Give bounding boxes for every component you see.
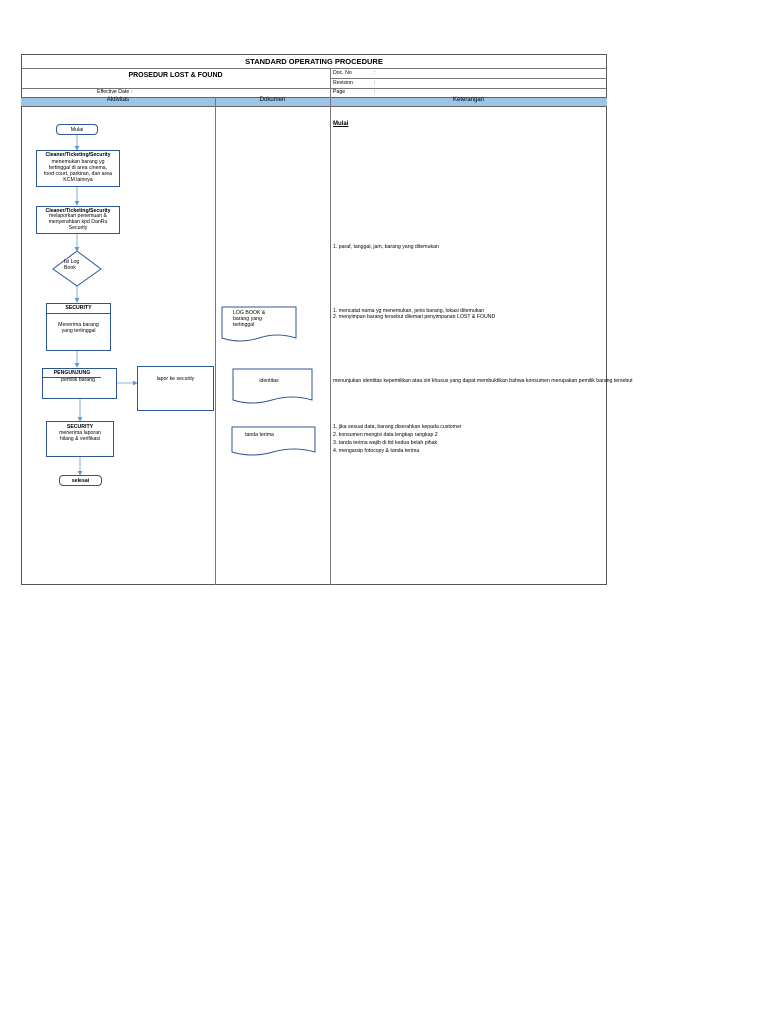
start-terminator: Mulai [56,124,98,135]
document-logbook-label: tertinggal [233,322,255,328]
page-sep: : [374,89,376,95]
col-header-notes: Keterangan [330,97,607,107]
notes-start: Mulai [333,121,349,127]
notes-identity: menunjukan identitas kepemilikan atau siri khusus yang dapat membuktikan bahwa konsumen merupakan pemilik barang tersebut [333,378,633,384]
revision-sep: : [374,80,376,86]
step-role: Cleaner/Ticketing/Security [45,208,111,214]
col-header-documents: Dokumen [215,97,330,107]
step-visitor: PENGUNJUNG pemilik barang [42,368,117,399]
step-security-verify: SECURITY menerima laporan hilang & verifikasi [46,421,114,457]
procedure-name: PROSEDUR LOST & FOUND [128,72,223,79]
step-role: SECURITY [66,424,94,430]
document-identity-shape [233,369,312,403]
effective-date-label: Effective Date : [97,89,133,95]
col-header-activities: Aktivitas [21,97,215,107]
step-role: PENGUNJUNG [53,370,91,376]
step-security-receive: SECURITY Menerima barang yang tertinggal [46,303,111,351]
step-role: Cleaner/Ticketing/Security [45,152,111,158]
step-find-item: Cleaner/Ticketing/Security menemukan barang yg tertinggal di area cinema, food court, parkiran, dan area KCM lainnya [36,150,120,187]
notes-verification-1: 1. jika sesuai data, barang diserahkan kepada customer [333,424,462,430]
notes-verification-2: 2. konsumen mengisi data lengkap rangkap 2 [333,432,438,438]
document-logbook-label: LOG BOOK & [233,310,266,316]
notes-security-1: 1. mencatat nama yg menemukan, jenis barang, lokasi ditemukan [333,308,485,314]
end-terminator: selesai [59,475,102,486]
document-receipt-label: tanda terima [245,432,274,438]
step-report-item: Cleaner/Ticketing/Security melaporkan penemuan & menyerahkan kpd DanRu Security [36,206,120,234]
step-role: SECURITY [65,305,92,311]
notes-security-2: 2. menyimpan barang tersebut dilemari penyimpanan LOST & FOUND [333,314,496,320]
notes-verification-4: 4. mengarsip fotocopy & tanda terima [333,448,420,454]
decision-label: Isi Log [64,259,80,265]
document-identity-label: identitas [259,378,279,384]
page-label: Page [333,89,346,95]
logbook-decision-shape [53,251,101,286]
revision-label: Revision [333,80,353,86]
notes-logbook: 1. paraf, tanggal, jam, barang yang ditemukan [333,244,439,250]
notes-verification-3: 3. tanda terima wajib di ttd kedua belah pihak [333,440,438,446]
doc-no-label: Doc. No [333,70,352,76]
decision-label: Book [64,265,76,271]
sop-title: STANDARD OPERATING PROCEDURE [245,57,383,66]
document-logbook-label: barang yang [233,316,262,322]
report-to-security-box: lapor ke security [137,366,214,411]
doc-no-sep: : [374,70,376,76]
